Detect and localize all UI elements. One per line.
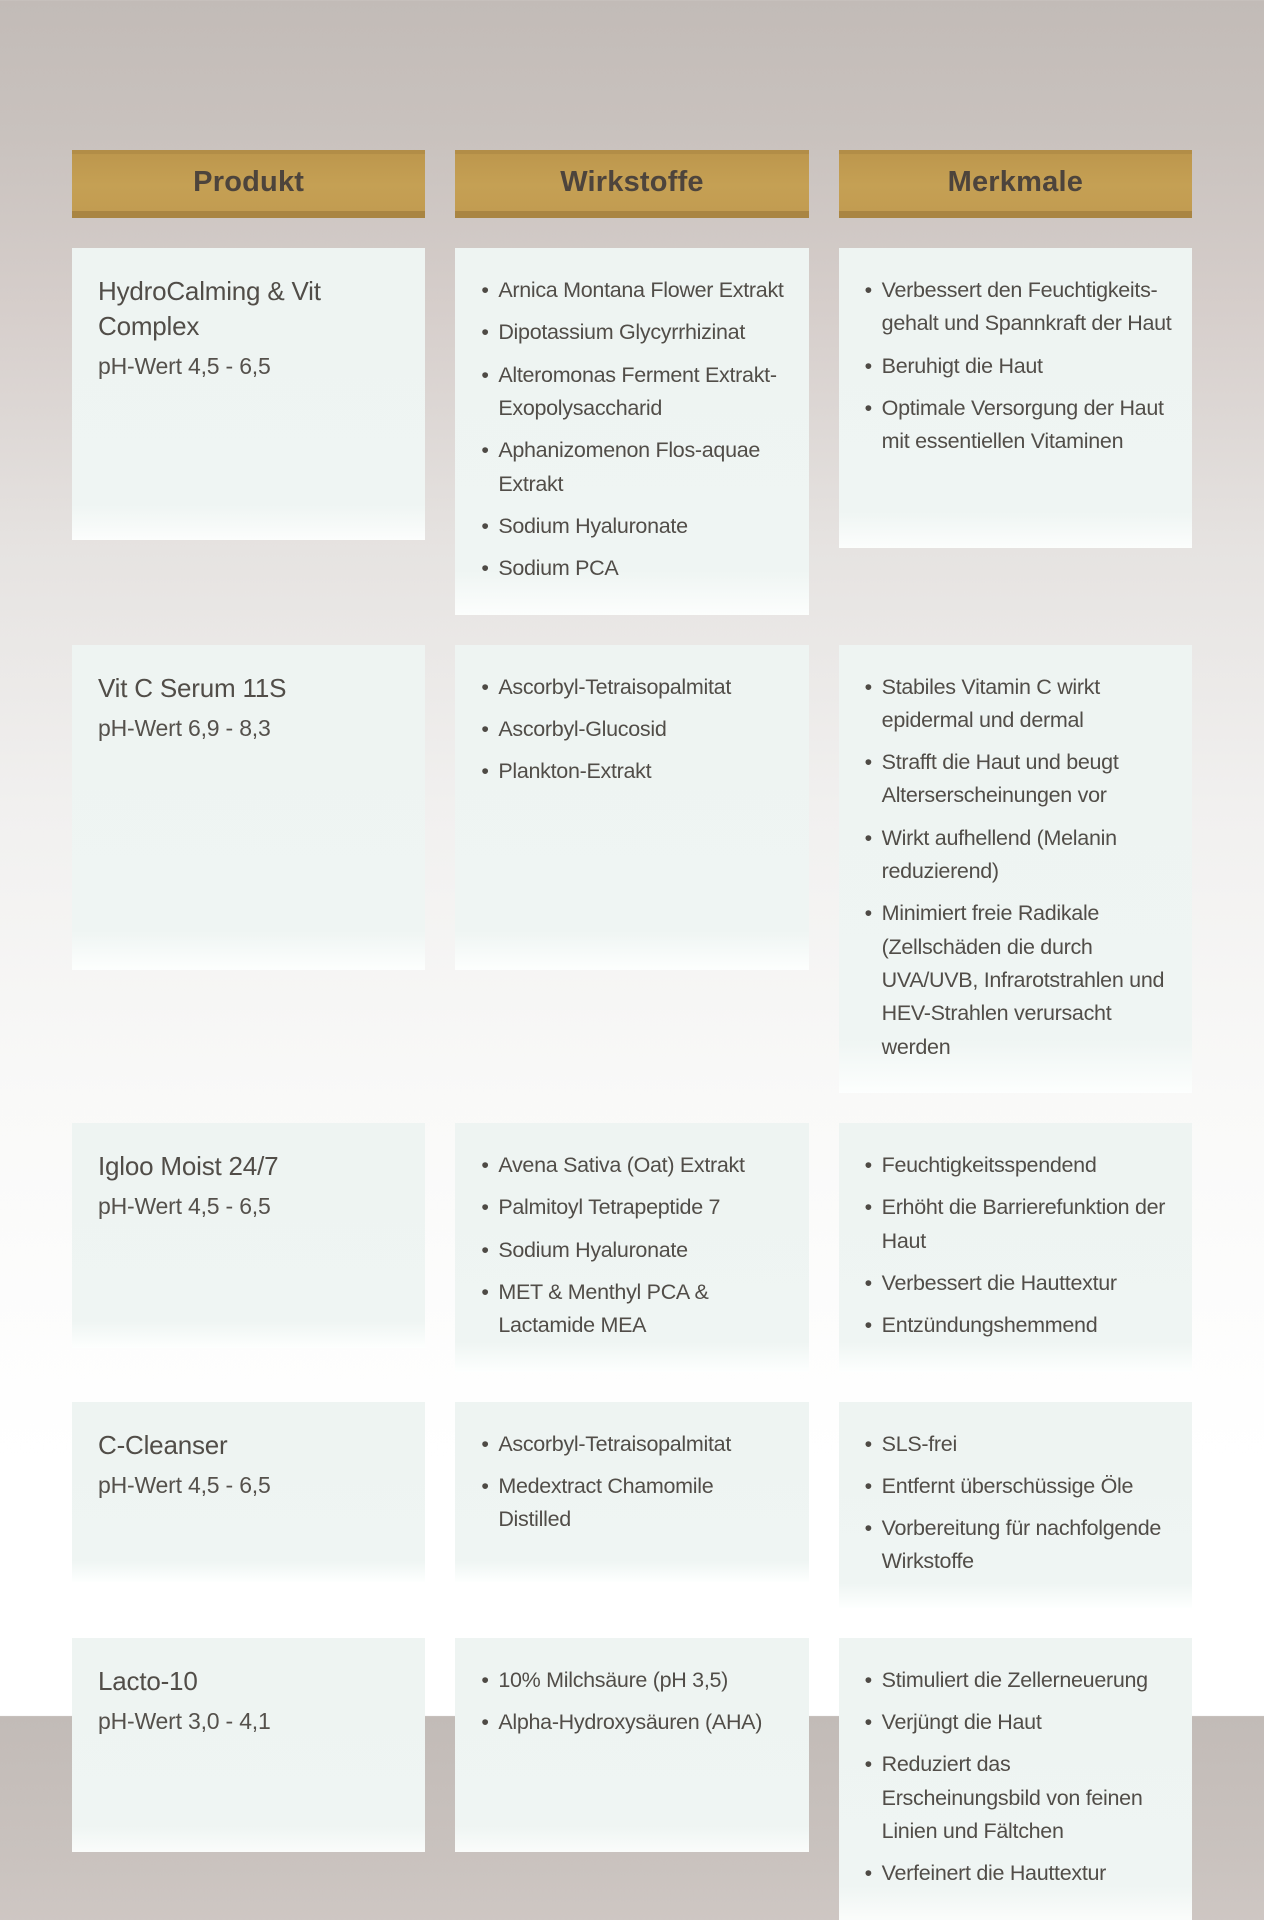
- table-row: [72, 645, 1192, 1093]
- column-header-merkmale: Merkmale: [839, 150, 1192, 218]
- merkmale-list: [865, 671, 1174, 1064]
- merkmal-item: • Strafft die Haut und beugt Alterserscheinungen vor: [865, 746, 1174, 813]
- product-name: Igloo Moist 24/7: [98, 1150, 279, 1181]
- table-row: [72, 1123, 1192, 1372]
- wirkstoffe-cell: [455, 1402, 808, 1582]
- table-row: [72, 248, 1192, 615]
- column-header-produkt: Produkt: [72, 150, 425, 218]
- table-header-row: [72, 150, 1192, 218]
- wirkstoffe-list: [481, 274, 790, 586]
- merkmale-cell: [839, 1123, 1192, 1372]
- merkmal-item: • Beruhigt die Haut: [865, 350, 1174, 383]
- merkmale-list: [865, 274, 1174, 459]
- merkmal-item: • Entfernt überschüssige Öle: [865, 1470, 1174, 1503]
- product-name: Vit C Serum 11S: [98, 672, 287, 703]
- product-ph-value: pH-Wert 4,5 - 6,5: [98, 1471, 271, 1498]
- merkmal-item: • Feuchtigkeitsspendend: [865, 1149, 1174, 1182]
- wirkstoff-item: • Plankton-Extrakt: [481, 755, 790, 788]
- merkmal-item: • Verfeinert die Hauttextur: [865, 1857, 1174, 1890]
- merkmal-item: • Stabiles Vitamin C wirkt epidermal und dermal: [865, 671, 1174, 738]
- product-ph-value: pH-Wert 3,0 - 4,1: [98, 1707, 271, 1734]
- merkmal-item: • Minimiert freie Radikale (Zellschäden die durch UVA/UVB, Infrarotstrahlen und HEV-Strahlen verursacht werden: [865, 897, 1174, 1064]
- product-ph-value: pH-Wert 6,9 - 8,3: [98, 714, 271, 741]
- merkmale-cell: [839, 1638, 1192, 1920]
- merkmale-list: [865, 1428, 1174, 1579]
- merkmal-item: • Verbessert den Feuchtigkeits-gehalt und Spannkraft der Haut: [865, 274, 1174, 341]
- merkmal-item: • Optimale Versorgung der Haut mit essentiellen Vitaminen: [865, 392, 1174, 459]
- merkmal-item: • Stimuliert die Zellerneuerung: [865, 1664, 1174, 1697]
- wirkstoffe-cell: [455, 645, 808, 970]
- merkmal-item: • Reduziert das Erscheinungsbild von feinen Linien und Fältchen: [865, 1748, 1174, 1848]
- wirkstoffe-list: [481, 1428, 790, 1537]
- wirkstoff-item: • Dipotassium Glycyrrhizinat: [481, 316, 790, 349]
- wirkstoff-item: • 10% Milchsäure (pH 3,5): [481, 1664, 790, 1697]
- table-row: [72, 1638, 1192, 1920]
- product-name: HydroCalming & Vit Complex: [98, 276, 321, 342]
- product-cell: [72, 1638, 425, 1852]
- product-name: Lacto-10: [98, 1665, 198, 1696]
- wirkstoffe-cell: [455, 1123, 808, 1372]
- wirkstoff-item: • Ascorbyl-Glucosid: [481, 713, 790, 746]
- product-ph-value: pH-Wert 4,5 - 6,5: [98, 1193, 271, 1220]
- product-cell: [72, 248, 425, 540]
- wirkstoff-item: • Sodium PCA: [481, 552, 790, 585]
- wirkstoffe-cell: [455, 1638, 808, 1852]
- column-header-wirkstoffe: Wirkstoffe: [455, 150, 808, 218]
- wirkstoffe-cell: [455, 248, 808, 615]
- merkmal-item: • Verbessert die Hauttextur: [865, 1267, 1174, 1300]
- merkmal-item: • Wirkt aufhellend (Melanin reduzierend): [865, 822, 1174, 889]
- merkmale-cell: [839, 248, 1192, 548]
- wirkstoff-item: • Sodium Hyaluronate: [481, 510, 790, 543]
- wirkstoff-item: • Arnica Montana Flower Extrakt: [481, 274, 790, 307]
- wirkstoff-item: • Avena Sativa (Oat) Extrakt: [481, 1149, 790, 1182]
- wirkstoff-item: • Ascorbyl-Tetraisopalmitat: [481, 671, 790, 704]
- product-cell: [72, 1123, 425, 1348]
- wirkstoffe-list: [481, 671, 790, 789]
- merkmal-item: • Entzündungshemmend: [865, 1309, 1174, 1342]
- table-row: [72, 1402, 1192, 1608]
- wirkstoff-item: • Aphanizomenon Flos-aquae Extrakt: [481, 434, 790, 501]
- wirkstoff-item: • MET & Menthyl PCA & Lactamide MEA: [481, 1276, 790, 1343]
- wirkstoffe-list: [481, 1149, 790, 1343]
- merkmale-list: [865, 1149, 1174, 1343]
- wirkstoffe-list: [481, 1664, 790, 1740]
- merkmal-item: • Vorbereitung für nachfolgende Wirkstoffe: [865, 1512, 1174, 1579]
- wirkstoff-item: • Ascorbyl-Tetraisopalmitat: [481, 1428, 790, 1461]
- wirkstoff-item: • Palmitoyl Tetrapeptide 7: [481, 1191, 790, 1224]
- wirkstoff-item: • Alteromonas Ferment Extrakt-Exopolysaccharid: [481, 359, 790, 426]
- product-name: C-Cleanser: [98, 1429, 228, 1460]
- product-cell: [72, 1402, 425, 1582]
- product-ph-value: pH-Wert 4,5 - 6,5: [98, 353, 271, 380]
- wirkstoff-item: • Medextract Chamomile Distilled: [481, 1470, 790, 1537]
- table-body: [72, 248, 1192, 1920]
- wirkstoff-item: • Sodium Hyaluronate: [481, 1234, 790, 1267]
- merkmale-cell: [839, 1402, 1192, 1608]
- merkmal-item: • Verjüngt die Haut: [865, 1706, 1174, 1739]
- product-cell: [72, 645, 425, 970]
- merkmale-cell: [839, 645, 1192, 1093]
- merkmale-list: [865, 1664, 1174, 1891]
- merkmal-item: • Erhöht die Barrierefunktion der Haut: [865, 1191, 1174, 1258]
- merkmal-item: • SLS-frei: [865, 1428, 1174, 1461]
- wirkstoff-item: • Alpha-Hydroxysäuren (AHA): [481, 1706, 790, 1739]
